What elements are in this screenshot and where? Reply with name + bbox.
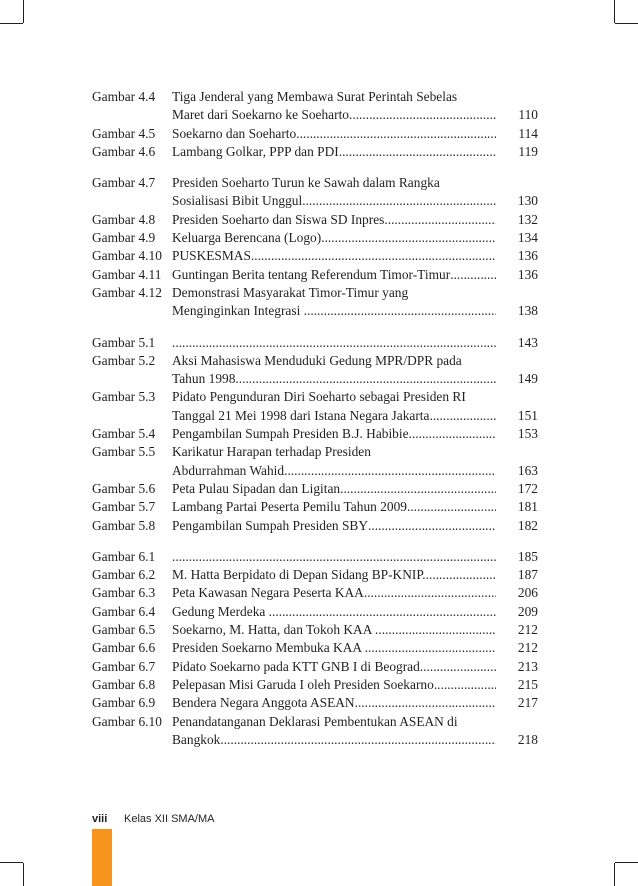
dot-leader	[296, 125, 496, 143]
caption-line	[172, 548, 496, 566]
dot-leader	[407, 498, 496, 516]
figure-entry	[92, 713, 538, 750]
page-number: viii	[92, 813, 108, 825]
page-ref: 119	[518, 143, 538, 159]
dot-leader	[368, 517, 496, 535]
figure-caption	[172, 548, 496, 566]
figure-number: Gambar 5.3	[92, 389, 156, 405]
figure-number: Gambar 5.1	[92, 334, 156, 350]
figure-caption	[172, 443, 496, 480]
caption-text: Pengambilan Sumpah Presiden SBY	[172, 517, 369, 533]
caption-text: Lambang Golkar, PPP dan PDI.	[172, 143, 343, 159]
caption-line	[172, 584, 496, 602]
page-ref: 212	[517, 640, 538, 656]
figure-caption	[172, 247, 496, 265]
figure-number: Gambar 4.9	[92, 230, 156, 246]
figure-caption	[172, 388, 496, 425]
figure-caption	[172, 174, 496, 211]
caption-line	[172, 247, 496, 265]
figure-number: Gambar 5.4	[92, 426, 156, 442]
caption-line	[172, 407, 496, 425]
caption-text: Peta Pulau Sipadan dan Ligitan	[172, 480, 341, 496]
crop-mark	[614, 0, 615, 23]
page-ref: 212	[517, 622, 538, 638]
caption-line	[172, 211, 496, 229]
page-ref: 149	[517, 371, 538, 387]
caption-text: Soekarno dan Soeharto	[172, 125, 297, 141]
figure-entry	[92, 143, 538, 161]
dot-leader	[284, 462, 496, 480]
caption-line	[172, 192, 496, 210]
figure-number: Gambar 6.5	[92, 622, 156, 638]
dot-leader	[378, 621, 496, 639]
figure-entry	[92, 425, 538, 443]
caption-line	[172, 694, 496, 712]
caption-line	[172, 125, 496, 143]
dot-leader	[342, 143, 496, 161]
dot-leader	[224, 731, 496, 749]
figure-entry	[92, 603, 538, 621]
dot-leader	[434, 676, 496, 694]
figure-entry	[92, 247, 538, 265]
figure-caption	[172, 229, 496, 247]
page-ref: 217	[517, 695, 538, 711]
figure-entry	[92, 125, 538, 143]
figure-caption	[172, 498, 496, 516]
caption-text: Presiden Soeharto Turun ke Sawah dalam Rangka	[172, 175, 440, 191]
accent-bar	[92, 829, 112, 886]
page-ref: 132	[517, 211, 538, 227]
figure-entry	[92, 388, 538, 425]
figure-number: Gambar 4.7	[92, 175, 156, 191]
figure-caption	[172, 694, 496, 712]
caption-line	[172, 480, 496, 498]
figure-caption	[172, 125, 496, 143]
page-ref: 209	[517, 603, 538, 619]
caption-text: Pidato Pengunduran Diri Soeharto sebagai Presiden RI	[172, 389, 466, 405]
figure-number: Gambar 6.7	[92, 658, 156, 674]
figure-caption	[172, 352, 496, 389]
caption-line	[172, 370, 496, 388]
caption-text: Guntingan Berita tentang Referendum Timor-Timur	[172, 266, 451, 282]
caption-line	[172, 229, 496, 247]
caption-text: Tahun 1998	[172, 371, 236, 387]
caption-line	[172, 266, 496, 284]
figure-entry	[92, 517, 538, 535]
crop-mark	[614, 863, 615, 886]
page-ref: 114	[518, 125, 538, 141]
figure-caption	[172, 676, 496, 694]
figure-number: Gambar 5.6	[92, 480, 156, 496]
figure-entry	[92, 480, 538, 498]
figure-caption	[172, 284, 496, 321]
figure-caption	[172, 480, 496, 498]
dot-leader	[302, 192, 496, 210]
caption-text: Sosialisasi Bibit Unggul	[172, 193, 303, 209]
figure-entry	[92, 211, 538, 229]
dot-leader	[340, 480, 496, 498]
figure-caption	[172, 713, 496, 750]
dot-leader	[272, 603, 496, 621]
figure-number: Gambar 6.3	[92, 585, 156, 601]
caption-line	[172, 658, 496, 676]
figure-caption	[172, 566, 496, 584]
figure-caption	[172, 334, 496, 352]
caption-text: Demonstrasi Masyarakat Timor-Timur yang	[172, 284, 409, 300]
caption-line	[172, 566, 496, 584]
caption-text: Bangkok.	[172, 731, 224, 747]
caption-line	[172, 88, 496, 106]
caption-text: Keluarga Berencana (Logo)	[172, 230, 322, 246]
dot-leader	[433, 407, 496, 425]
caption-text: Presiden Soeharto dan Siswa SD Inpres.	[172, 211, 388, 227]
dot-leader	[321, 229, 496, 247]
caption-text: Tiga Jenderal yang Membawa Surat Perintah Sebelas	[172, 89, 458, 104]
figure-number: Gambar 4.6	[92, 143, 156, 159]
caption-line	[172, 621, 496, 639]
page-ref: 136	[517, 248, 538, 264]
section-gap	[92, 161, 538, 174]
crop-mark	[0, 862, 23, 863]
caption-line	[172, 425, 496, 443]
dot-leader	[172, 548, 496, 566]
figure-caption	[172, 639, 496, 657]
caption-text: Pengambilan Sumpah Presiden B.J. Habibie	[172, 426, 409, 442]
caption-text: Peta Kawasan Negara Peserta KAA	[172, 585, 364, 601]
figure-caption	[172, 517, 496, 535]
caption-line	[172, 639, 496, 657]
figure-number: Gambar 4.8	[92, 211, 156, 227]
figure-number: Gambar 5.5	[92, 444, 156, 460]
page-ref: 218	[517, 731, 538, 747]
caption-text: Pelepasan Misi Garuda I oleh Presiden Soekarno	[172, 676, 434, 692]
figure-entry	[92, 284, 538, 321]
page-ref: 134	[517, 230, 538, 246]
caption-text: Karikatur Harapan terhadap Presiden	[172, 444, 371, 460]
caption-line	[172, 106, 496, 124]
figure-caption	[172, 266, 496, 284]
dot-leader	[368, 639, 496, 657]
page-ref: 153	[517, 426, 538, 442]
figure-entry	[92, 621, 538, 639]
figure-number: Gambar 4.11	[92, 266, 162, 282]
caption-line	[172, 517, 496, 535]
figure-number: Gambar 6.9	[92, 695, 156, 711]
figure-number: Gambar 6.8	[92, 676, 156, 692]
caption-line	[172, 143, 496, 161]
figure-caption	[172, 143, 496, 161]
dot-leader	[251, 247, 496, 265]
page-ref: 172	[517, 480, 538, 496]
figure-number: Gambar 6.4	[92, 603, 156, 619]
caption-line	[172, 713, 496, 731]
caption-text: Gedung Merdeka .	[172, 603, 273, 619]
figure-entry	[92, 174, 538, 211]
page-ref: 215	[517, 676, 538, 692]
dot-leader	[307, 302, 496, 320]
figure-entry	[92, 676, 538, 694]
page-ref: 213	[517, 658, 538, 674]
caption-text: Presiden Soekarno Membuka KAA .	[172, 640, 368, 656]
caption-line	[172, 284, 496, 302]
figure-number: Gambar 5.2	[92, 352, 156, 368]
figure-number: Gambar 5.8	[92, 517, 156, 533]
figure-entry	[92, 694, 538, 712]
caption-text: Bendera Negara Anggota ASEAN	[172, 695, 355, 711]
figure-number: Gambar 4.5	[92, 125, 156, 141]
page-ref: 138	[517, 303, 538, 319]
figure-number: Gambar 4.4	[92, 89, 156, 104]
figure-entry	[92, 352, 538, 389]
figure-entry	[92, 658, 538, 676]
figure-list	[92, 88, 538, 749]
crop-mark	[0, 23, 23, 24]
caption-text: Tanggal 21 Mei 1998 dari Istana Negara Jakarta.	[172, 407, 433, 423]
caption-text: Pidato Soekarno pada KTT GNB I di Beograd	[172, 658, 420, 674]
dot-leader	[420, 658, 496, 676]
page-ref: 187	[517, 567, 538, 583]
caption-line	[172, 388, 496, 406]
dot-leader	[235, 370, 496, 388]
figure-number: Gambar 4.10	[92, 248, 162, 264]
page-ref: 136	[517, 266, 538, 282]
footer-text: Kelas XII SMA/MA	[124, 813, 215, 825]
page-ref: 182	[517, 517, 538, 533]
figure-number: Gambar 6.6	[92, 640, 156, 656]
figure-entry	[92, 334, 538, 352]
dot-leader	[172, 334, 496, 352]
crop-mark	[615, 23, 638, 24]
page-ref: 185	[517, 548, 538, 564]
caption-line	[172, 352, 496, 370]
caption-text: Soekarno, M. Hatta, dan Tokoh KAA .	[172, 622, 379, 638]
figure-entry	[92, 639, 538, 657]
figure-entry	[92, 566, 538, 584]
figure-entry	[92, 88, 538, 125]
page-ref: 110	[518, 107, 538, 123]
figure-entry	[92, 229, 538, 247]
caption-text: Lambang Partai Peserta Pemilu Tahun 2009	[172, 499, 407, 515]
dot-leader	[426, 566, 496, 584]
caption-text: PUSKESMAS	[172, 248, 251, 264]
caption-line	[172, 676, 496, 694]
caption-line	[172, 731, 496, 749]
figure-number: Gambar 6.2	[92, 567, 156, 583]
crop-mark	[23, 0, 24, 23]
caption-text: Maret dari Soekarno ke Soeharto.	[172, 107, 353, 123]
caption-line	[172, 498, 496, 516]
figure-entry	[92, 584, 538, 602]
figure-number: Gambar 5.7	[92, 499, 156, 515]
caption-line	[172, 302, 496, 320]
dot-leader	[388, 211, 496, 229]
caption-line	[172, 174, 496, 192]
figure-caption	[172, 621, 496, 639]
caption-text: Menginginkan Integrasi .	[172, 303, 307, 319]
page-footer	[92, 813, 215, 825]
figure-caption	[172, 658, 496, 676]
crop-mark	[615, 862, 638, 863]
figure-entry	[92, 266, 538, 284]
page-ref: 163	[517, 462, 538, 478]
figure-caption	[172, 584, 496, 602]
page-ref: 151	[517, 407, 538, 423]
section-gap	[92, 535, 538, 548]
figure-caption	[172, 88, 496, 125]
section-gap	[92, 321, 538, 334]
dot-leader	[355, 694, 496, 712]
figure-caption	[172, 603, 496, 621]
figure-entry	[92, 498, 538, 516]
figure-number: Gambar 6.10	[92, 713, 162, 729]
caption-line	[172, 603, 496, 621]
caption-line	[172, 462, 496, 480]
dot-leader	[409, 425, 496, 443]
figure-entry	[92, 443, 538, 480]
page-ref: 181	[517, 499, 538, 515]
caption-line	[172, 334, 496, 352]
dot-leader	[450, 266, 496, 284]
caption-text: Aksi Mahasiswa Menduduki Gedung MPR/DPR pada	[172, 352, 462, 368]
caption-text: Abdurrahman Wahid	[172, 462, 285, 478]
figure-caption	[172, 211, 496, 229]
caption-text: M. Hatta Berpidato di Depan Sidang BP-KNIP.	[172, 567, 426, 583]
figure-caption	[172, 425, 496, 443]
figure-entry	[92, 548, 538, 566]
figure-number: Gambar 6.1	[92, 548, 156, 564]
crop-mark	[23, 863, 24, 886]
caption-text: Penandatanganan Deklarasi Pembentukan ASEAN di	[172, 713, 458, 729]
figure-number: Gambar 4.12	[92, 284, 162, 300]
dot-leader	[364, 584, 496, 602]
page-ref: 130	[517, 193, 538, 209]
page-ref: 206	[517, 585, 538, 601]
dot-leader	[352, 106, 496, 124]
caption-line	[172, 443, 496, 461]
page-ref: 143	[517, 334, 538, 350]
